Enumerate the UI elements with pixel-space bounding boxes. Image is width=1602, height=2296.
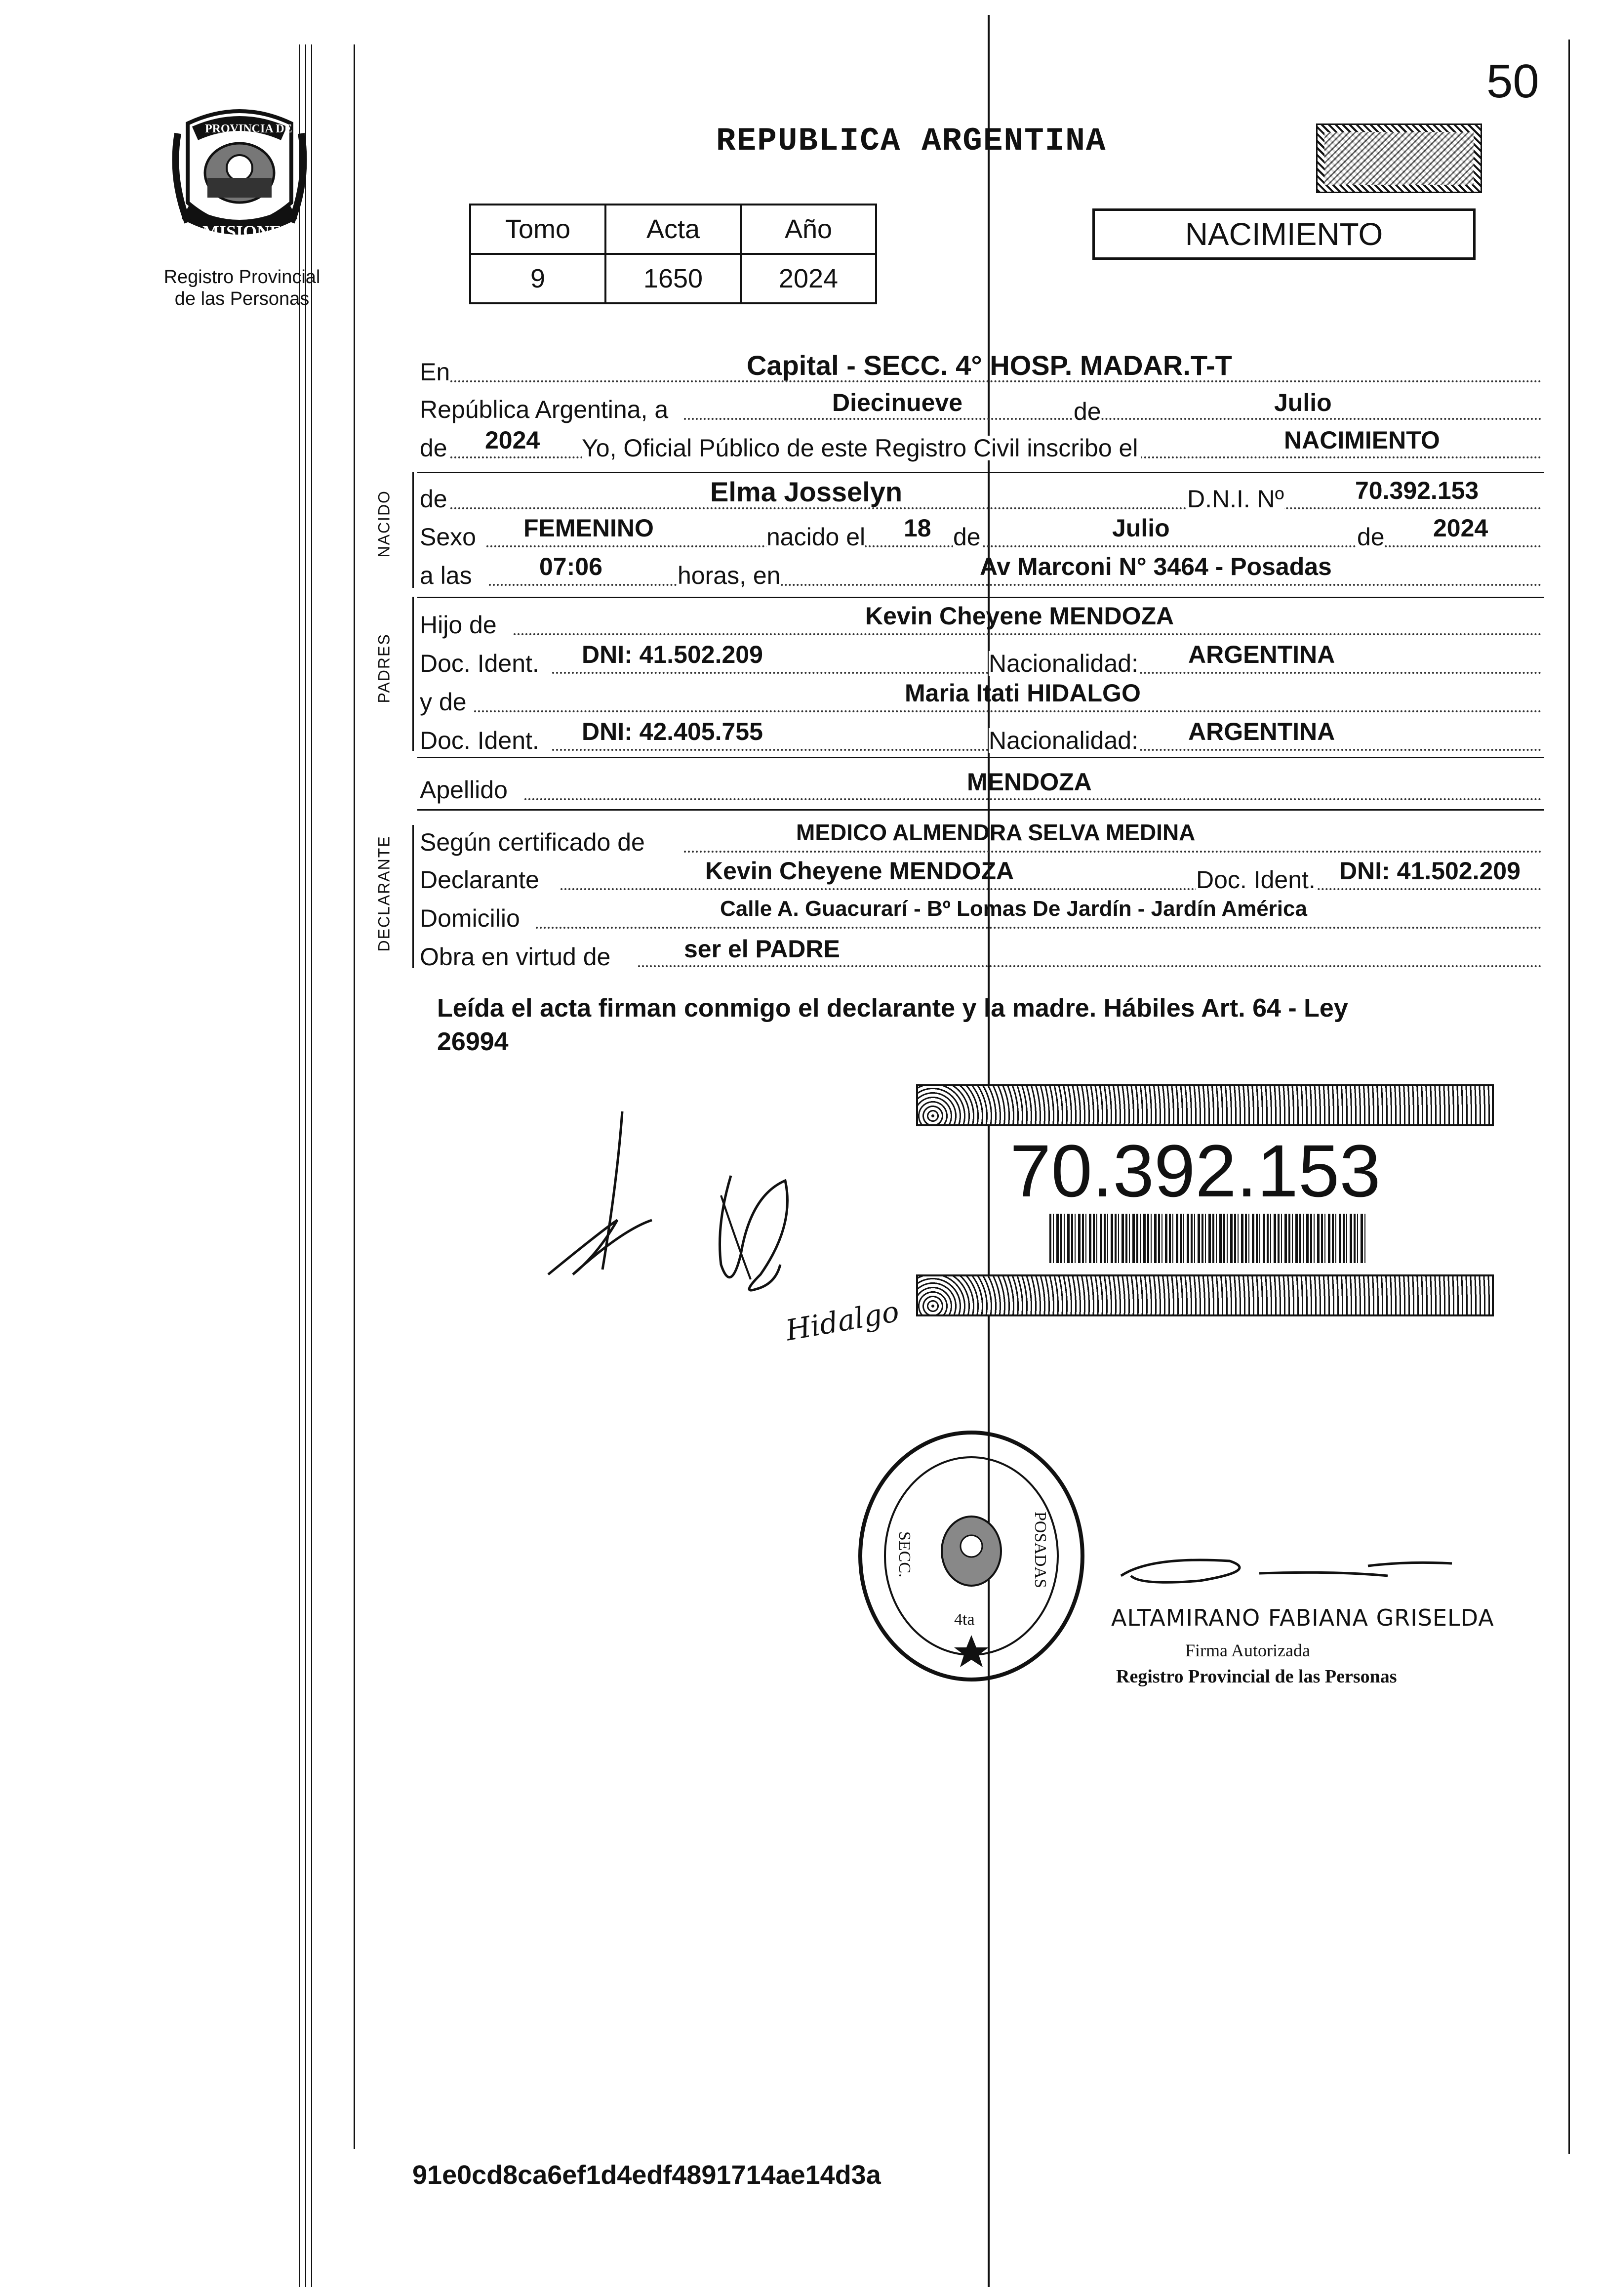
mother-nationality: ARGENTINA xyxy=(1188,718,1335,745)
obra-label: Obra en virtud de xyxy=(420,943,611,971)
header-tomo: Tomo xyxy=(470,205,605,254)
record-table xyxy=(469,204,877,304)
divider-padres-top xyxy=(417,597,1544,598)
a-las-label: a las xyxy=(420,562,472,589)
sexo-value: FEMENINO xyxy=(523,514,654,542)
apellido-value: MENDOZA xyxy=(967,768,1092,796)
father-name: Kevin Cheyene MENDOZA xyxy=(865,602,1174,630)
mother-signature-text: Hidalgo xyxy=(783,1294,902,1348)
stamp-bottom: 4ta xyxy=(954,1610,975,1629)
record-table-header xyxy=(470,205,876,254)
baby-dni: 70.392.153 xyxy=(1355,477,1479,504)
logo-arc-bottom: MISIONES xyxy=(202,222,292,242)
document-hash: 91e0cd8ca6ef1d4edf4891714ae14d3a xyxy=(412,2160,881,2190)
section-nacido: NACIDO xyxy=(375,490,393,558)
official-stamp xyxy=(855,1428,1087,1684)
left-margin-line-3 xyxy=(305,44,306,2287)
value-anio: 2024 xyxy=(741,254,876,303)
value-tomo: 9 xyxy=(470,254,605,303)
declarante-label: Declarante xyxy=(420,866,539,894)
closing-line-1: Leída el acta firman conmigo el declarante y la madre. Hábiles Art. 64 - Ley xyxy=(437,994,1348,1023)
de-label: de xyxy=(1074,398,1101,425)
logo-arc-top: PROVINCIA DE xyxy=(205,123,292,135)
mother-signature xyxy=(711,1166,902,1373)
declarante-doc-label: Doc. Ident. xyxy=(1196,866,1316,894)
day-value: Diecinueve xyxy=(832,389,963,416)
cert-label: Según certificado de xyxy=(420,828,645,856)
mother-name: Maria Itati HIDALGO xyxy=(905,679,1141,707)
birth-day: 18 xyxy=(904,514,931,542)
dni-label: D.N.I. Nº xyxy=(1187,485,1284,513)
mother-doc-label: Doc. Ident. xyxy=(420,727,539,754)
header-anio: Año xyxy=(741,205,876,254)
document-type-box xyxy=(1092,208,1476,260)
inscribo-value: NACIMIENTO xyxy=(1284,426,1440,454)
left-margin-line-4 xyxy=(311,44,312,2287)
page-number: 50 xyxy=(1486,55,1539,108)
left-margin-line-2 xyxy=(299,44,300,2287)
official-org: Registro Provincial de las Personas xyxy=(1116,1666,1397,1687)
obra-value: ser el PADRE xyxy=(684,935,840,963)
declarant-signature xyxy=(543,1107,681,1314)
en-value: Capital - SECC. 4° HOSP. MADAR.T-T xyxy=(747,350,1232,381)
header-acta: Acta xyxy=(605,205,741,254)
birth-time: 07:06 xyxy=(539,553,602,580)
month-value: Julio xyxy=(1274,389,1332,416)
mother-nat-label: Nacionalidad: xyxy=(989,727,1138,754)
official-title: Firma Autorizada xyxy=(1185,1640,1310,1660)
official-signature xyxy=(1111,1551,1477,1596)
divider-nacido-top xyxy=(417,472,1544,473)
province-logo xyxy=(168,104,311,252)
divider-declarante-top xyxy=(417,809,1544,811)
barcode-number: 70.392.153 xyxy=(1010,1129,1381,1212)
sexo-label: Sexo xyxy=(420,523,476,551)
barcode-block xyxy=(916,1084,1494,1324)
value-acta: 1650 xyxy=(605,254,741,303)
closing-text xyxy=(437,992,1523,1059)
divider-apellido-top xyxy=(417,757,1544,758)
nacido-el-label: nacido el xyxy=(766,523,866,551)
nacido-de-label: de xyxy=(420,485,447,513)
hijo-de-label: Hijo de xyxy=(420,611,497,639)
nacido-de-label-3: de xyxy=(1357,523,1385,551)
registry-caption: Registro Provincial de las Personas xyxy=(163,267,320,309)
horas-label: horas, en xyxy=(678,562,781,589)
father-doc: DNI: 41.502.209 xyxy=(582,641,763,668)
year-prefix: de xyxy=(420,434,447,462)
barcode-bars xyxy=(1049,1214,1365,1263)
closing-line-2: 26994 xyxy=(437,1027,509,1056)
declarante-name: Kevin Cheyene MENDOZA xyxy=(705,857,1014,885)
security-seal xyxy=(1316,123,1482,193)
en-label: En xyxy=(420,358,450,386)
baby-name: Elma Josselyn xyxy=(710,476,903,507)
cert-value: MEDICO ALMENDRA SELVA MEDINA xyxy=(796,820,1196,845)
father-nationality: ARGENTINA xyxy=(1188,641,1335,668)
nacido-de-label-2: de xyxy=(953,523,981,551)
document-type: NACIMIENTO xyxy=(1185,216,1383,252)
domicilio-value: Calle A. Guacurarí - Bº Lomas De Jardín - Jardín América xyxy=(720,897,1307,921)
page-title: REPUBLICA ARGENTINA xyxy=(716,123,1107,160)
barcode-band-bottom xyxy=(916,1274,1494,1316)
father-nat-label: Nacionalidad: xyxy=(989,650,1138,677)
birth-place: Av Marconi N° 3464 - Posadas xyxy=(980,553,1332,580)
oficial-text: Yo, Oficial Público de este Registro Civil inscribo el xyxy=(582,436,1141,460)
left-margin-line xyxy=(354,44,355,2149)
stamp-left: SECC. xyxy=(895,1531,914,1578)
republica-label: República Argentina, a xyxy=(420,396,669,423)
section-padres: PADRES xyxy=(375,633,393,703)
stamp-right: POSADAS xyxy=(1031,1512,1049,1588)
domicilio-label: Domicilio xyxy=(420,904,520,932)
apellido-label: Apellido xyxy=(420,776,508,804)
birth-year: 2024 xyxy=(1433,514,1488,542)
barcode-band-top xyxy=(916,1084,1494,1126)
year-value: 2024 xyxy=(485,426,540,454)
father-doc-label: Doc. Ident. xyxy=(420,650,539,677)
y-de-label: y de xyxy=(420,688,467,716)
official-name: ALTAMIRANO FABIANA GRISELDA xyxy=(1111,1604,1494,1631)
declarante-doc: DNI: 41.502.209 xyxy=(1339,857,1521,885)
right-margin-line xyxy=(1568,40,1570,2154)
record-table-values xyxy=(470,254,876,303)
mother-doc: DNI: 42.405.755 xyxy=(582,718,763,745)
birth-month: Julio xyxy=(1112,514,1170,542)
section-declarante: DECLARANTE xyxy=(375,835,393,952)
